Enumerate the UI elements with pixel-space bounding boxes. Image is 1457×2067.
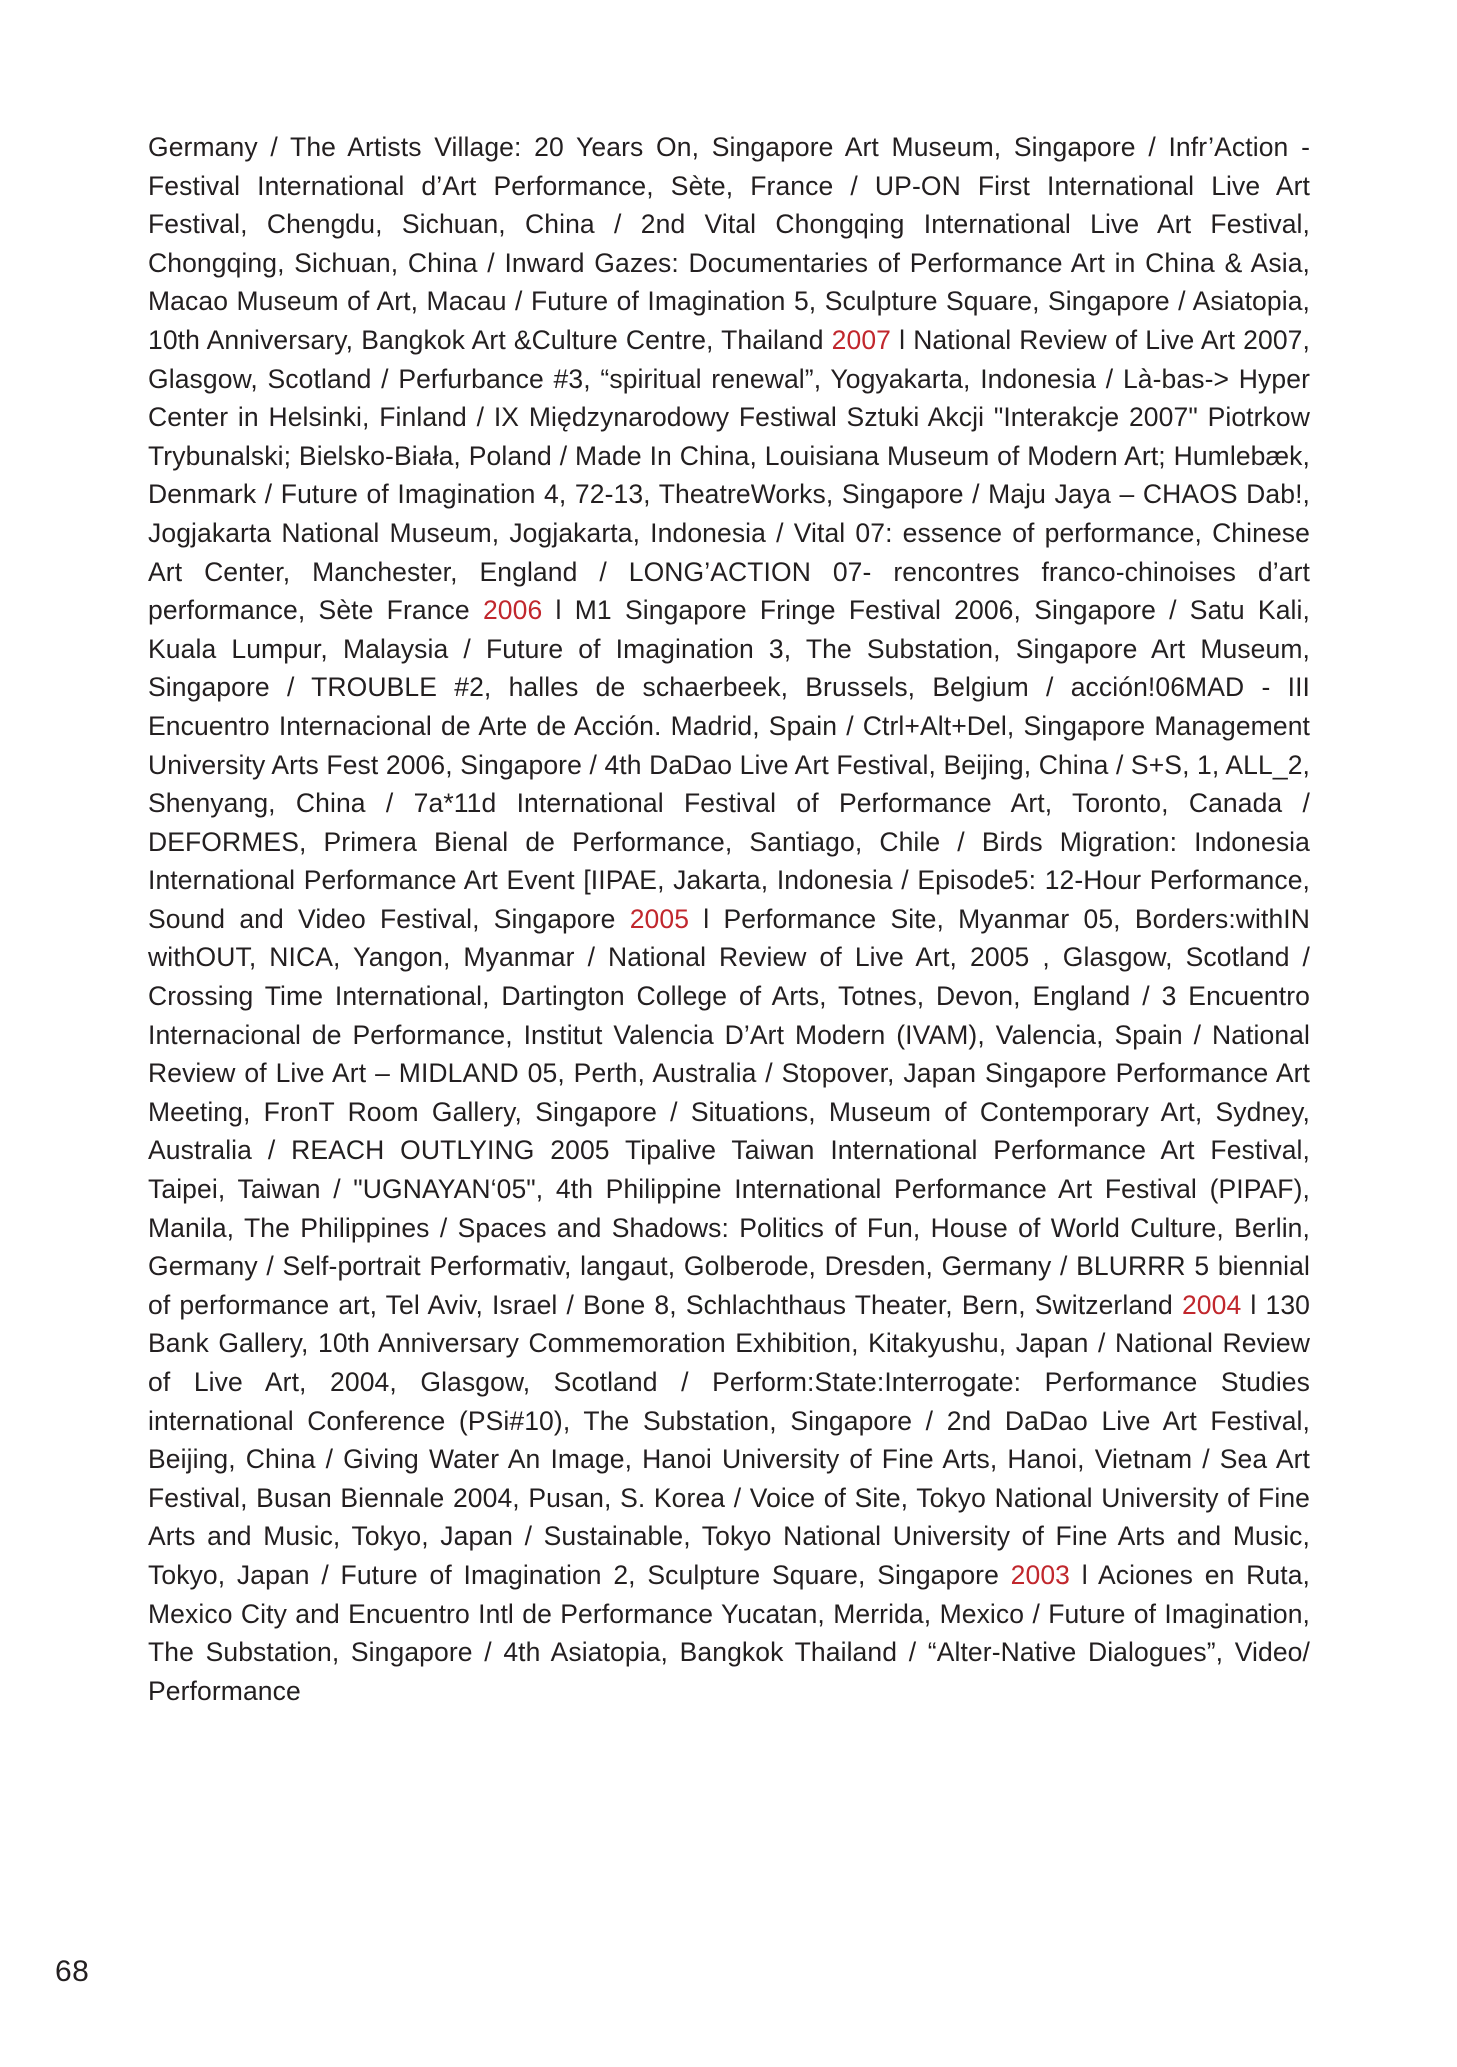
year-marker: 2005 [629, 903, 690, 934]
year-separator: l [1070, 1559, 1099, 1590]
year-separator: l [689, 903, 724, 934]
year-marker: 2007 [831, 324, 892, 355]
year-marker: 2006 [482, 595, 543, 626]
year-separator: l [542, 595, 575, 626]
body-paragraph [148, 128, 1310, 1710]
text-run: M1 Singapore Fringe Festival 2006, Singapore / Satu Kali, Kuala Lumpur, Malaysia / Future of Imagination 3, The Substation, Singapore Art Museum, Singapore / TROUBLE #2, halles de schaerbeek, Brussels, Belgium / acción!06MAD - III Encuentro Internacional de Arte de Acción. Madrid, Spain / Ctrl+Alt+Del, Singapore Management University Arts Fest 2006, Singapore / 4th DaDao Live Art Festival, Beijing, China / S+S, 1, ALL_2, Shenyang, China / 7a*11d International Festival of Performance Art, Toronto, Canada / DEFORMES, Primera Bienal de Performance, Santiago, Chile / Birds Migration: Indonesia International Performance Art Event [IIPAE, Jakarta, Indonesia / Episode5: 12-Hour Performance, Sound and Video Festival, Singapore [148, 595, 1310, 934]
text-run: 130 Bank Gallery, 10th Anniversary Commemoration Exhibition, Kitakyushu, Japan / National Review of Live Art, 2004, Glasgow, Scotland / Perform:State:Interrogate: Performance Studies international Conference (PSi#10), The Substation, Singapore / 2nd DaDao Live Art Festival, Beijing, China / Giving Water An Image, Hanoi University of Fine Arts, Hanoi, Vietnam / Sea Art Festival, Busan Biennale 2004, Pusan, S. Korea / Voice of Site, Tokyo National University of Fine Arts and Music, Tokyo, Japan / Sustainable, Tokyo National University of Fine Arts and Music, Tokyo, Japan / Future of Imagination 2, Sculpture Square, Singapore [148, 1289, 1310, 1590]
text-run: Germany / The Artists Village: 20 Years On, Singapore Art Museum, Singapore / Infr’Action -Festival International d’Art Performance, Sète, France / UP-ON First International Live Art Festival, Chengdu, Sichuan, China / 2nd Vital Chongqing International Live Art Festival, Chongqing, Sichuan, China / Inward Gazes: Documentaries of Performance Art in China & Asia, Macao Museum of Art, Macau / Future of Imagination 5, Sculpture Square, Singapore / Asiatopia, 10th Anniversary, Bangkok Art &Culture Centre, Thailand [148, 132, 1310, 355]
page-number: 68 [55, 1955, 90, 1988]
year-separator: l [891, 324, 914, 355]
year-marker: 2004 [1181, 1289, 1242, 1320]
text-run: Aciones en Ruta, Mexico City and Encuentro Intl de Performance Yucatan, Merrida, Mexico / Future of Imagination, The Substation, Singapore / 4th Asiatopia, Bangkok Thailand / “Alter-Native Dialogues”, Video/ Performance [148, 1559, 1310, 1706]
year-marker: 2003 [1010, 1559, 1071, 1590]
year-separator: l [1241, 1289, 1266, 1320]
text-run: National Review of Live Art 2007, Glasgow, Scotland / Perfurbance #3, “spiritual renewal”, Yogyakarta, Indonesia / Là-bas-> Hyper Center in Helsinki, Finland / IX Międzynarodowy Festiwal Sztuki Akcji "Interakcje 2007" Piotrkow Trybunalski; Bielsko-Biała, Poland / Made In China, Louisiana Museum of Modern Art; Humlebæk, Denmark / Future of Imagination 4, 72-13, TheatreWorks, Singapore / Maju Jaya – CHAOS Dab!, Jogjakarta National Museum, Jogjakarta, Indonesia / Vital 07: essence of performance, Chinese Art Center, Manchester, England / LONG’ACTION 07- rencontres franco-chinoises d’art performance, Sète France [148, 324, 1310, 626]
text-run: Performance Site, Myanmar 05, Borders:withIN withOUT, NICA, Yangon, Myanmar / National Review of Live Art, 2005 , Glasgow, Scotland / Crossing Time International, Dartington College of Arts, Totnes, Devon, England / 3 Encuentro Internacional de Performance, Institut Valencia D’Art Modern (IVAM), Valencia, Spain / National Review of Live Art – MIDLAND 05, Perth, Australia / Stopover, Japan Singapore Performance Art Meeting, FronT Room Gallery, Singapore / Situations, Museum of Contemporary Art, Sydney, Australia / REACH OUTLYING 2005 Tipalive Taiwan International Performance Art Festival, Taipei, Taiwan / "UGNAYAN‘05", 4th Philippine International Performance Art Festival (PIPAF), Manila, The Philippines / Spaces and Shadows: Politics of Fun, House of World Culture, Berlin, Germany / Self-portrait Performativ, langaut, Golberode, Dresden, Germany / BLURRR 5 biennial of performance art, Tel Aviv, Israel / Bone 8, Schlachthaus Theater, Bern, Switzerland [148, 903, 1311, 1320]
